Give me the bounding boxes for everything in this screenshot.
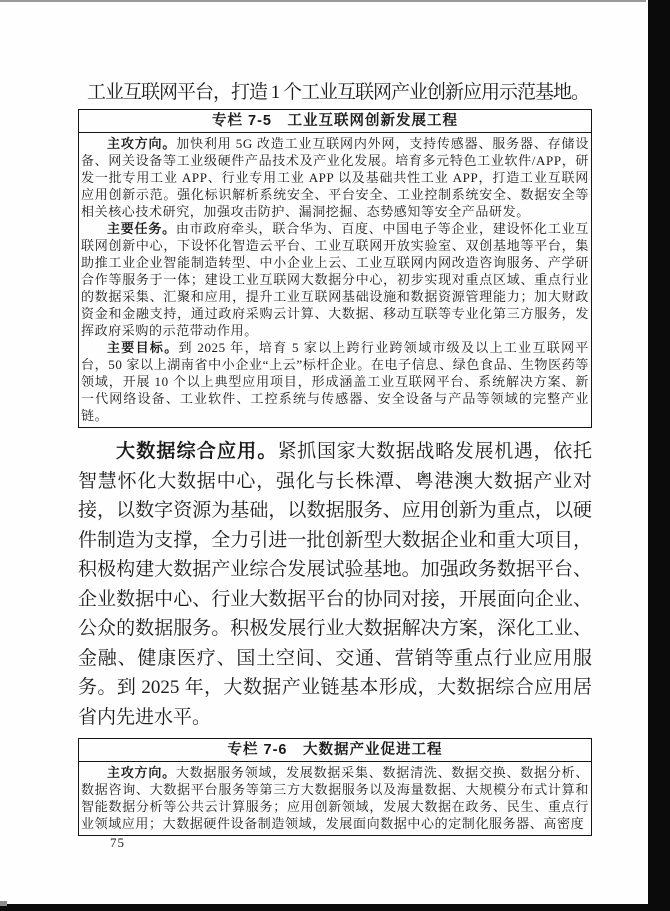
page-number: 75: [110, 835, 125, 850]
page-content: [78, 80, 592, 836]
paragraph-text: 紧抓国家大数据战略发展机遇，依托智慧怀化大数据中心，强化与长株潭、粤港澳大数据产业对接，以数字资源为基础，以数据服务、应用创新为重点，以硬件制造为支撑，全力引进一批创新型大数据企业和重大项目，积极构建大数据产业综合发展试验基地。加强政务数据平台、企业数据中心、行业大数据平台的协同对接，开展面向企业、公众的数据服务。积极发展行业大数据解决方案，深化工业、金融、健康医疗、国土空间、交通、营销等重点行业应用服务。到 2025 年，大数据产业链基本形成，大数据综合应用居省内先进水平。: [78, 441, 592, 728]
section-main-direction: [81, 135, 589, 220]
intro-paragraph-line: 工业互联网平台，打造 1 个工业互联网产业创新应用示范基地。: [87, 82, 590, 103]
section-text: 大数据服务领域，发展数据采集、数据清洗、数据交换、数据分析、数据咨询、大数据平台服务等第三方大数据服务以及海量数据、大规模分布式计算和智能数据分析等公共云计算服务；应用创新领域，发展大数据在政务、民生、重点行业领域应用；大数据硬件设备制造领域，发展面向数据中心的定制化服务器、高密度: [81, 765, 589, 831]
section-label: 主要任务。: [107, 221, 176, 236]
scan-right-border: [648, 0, 670, 911]
big-data-paragraph: [78, 437, 592, 732]
section-text: 加快利用 5G 改造工业互联网内外网，支持传感器、服务器、存储设备、网关设备等工业级硬件产品技术及产业化发展。培育多元特色工业软件/APP，研发一批专用工业 APP、行业专用工业 APP 以及基础共性工业 APP，打造工业互联网应用创新示范。强化标识解析系统安全、平台安全、工业控制系统安全、数据安全等相关核心技术研究，加强攻击防护、漏洞挖掘、态势感知等安全产品研发。: [81, 136, 589, 219]
section-label: 主攻方向。: [107, 765, 176, 780]
scan-artifact: [0, 901, 7, 906]
panel-7-5-body: [79, 133, 591, 427]
section-text: 到 2025 年，培育 5 家以上跨行业跨领域市级及以上工业互联网平台，50 家以上湖南省中小企业“上云”标杆企业。在电子信息、绿色食品、生物医药等领域，开展 10 个以上典型应用项目，形成涵盖工业互联网平台、系统解决方案、新一代网络设备、工业软件、工控系统与传感器、安全设备与产品等领域的完整产业链。: [81, 340, 589, 423]
section-text: 由市政府牵头，联合华为、百度、中国电子等企业，建设怀化工业互联网创新中心，下设怀化智造云平台、工业互联网开放实验室、双创基地等平台，集助推工业企业智能制造转型、中小企业上云、工业互联网内网改造咨询服务、产学研合作等服务于一体；建设工业互联网大数据分中心，初步实现对重点区域、重点行业的数据采集、汇聚和应用，提升工业互联网基础设施和数据资源管理能力；加大财政资金和金融支持，通过政府采购云计算、大数据、移动互联等专业化第三方服务，发挥政府采购的示范带动作用。: [81, 221, 589, 338]
section-label: 主要目标。: [107, 340, 179, 355]
panel-7-5: [78, 109, 592, 428]
section-main-direction: [81, 764, 589, 832]
panel-7-6-title: 专栏 7-6 大数据产业促进工程: [79, 739, 591, 762]
panel-7-5-title: 专栏 7-5 工业互联网创新发展工程: [79, 110, 591, 133]
section-main-goals: [81, 339, 589, 424]
panel-7-6: [78, 738, 592, 836]
scan-top-edge-line: [0, 0, 646, 2]
panel-7-6-body: [79, 762, 591, 835]
scan-bottom-border: [0, 904, 670, 911]
section-main-tasks: [81, 220, 589, 339]
section-label: 主攻方向。: [107, 136, 177, 151]
paragraph-lead: 大数据综合应用。: [116, 441, 278, 462]
